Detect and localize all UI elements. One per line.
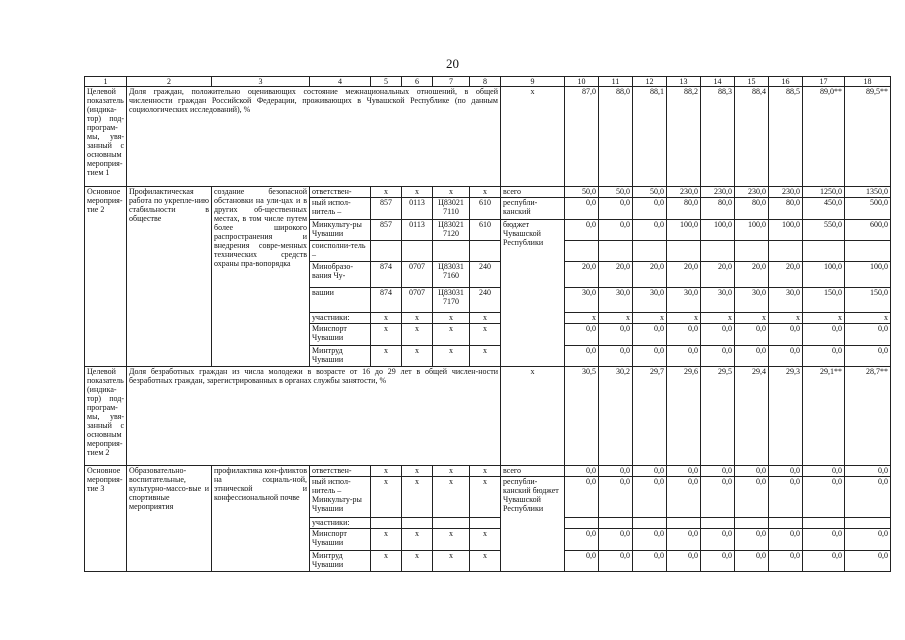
indicator-value: 30,2 bbox=[599, 367, 633, 466]
amount-cell bbox=[599, 241, 633, 262]
funding-source-cell: республи-канский bbox=[501, 198, 565, 220]
grbs-cell bbox=[371, 518, 402, 529]
expense-type-cell bbox=[470, 241, 501, 262]
section-cell: х bbox=[402, 346, 433, 367]
amount-cell: 0,0 bbox=[565, 466, 599, 477]
section-cell: х bbox=[402, 529, 433, 551]
activity-row bbox=[85, 466, 891, 477]
amount-cell: 50,0 bbox=[599, 187, 633, 198]
activity-goal: создание безопасной обстановки на ули-цах и в других об-щественных местах, в том числе путем более широкого распространения и внедрения совре-менных технических средств охраны пра-вопорядка bbox=[212, 187, 310, 367]
grbs-cell: 874 bbox=[371, 288, 402, 313]
grbs-cell: х bbox=[371, 324, 402, 346]
amount-cell: 80,0 bbox=[735, 198, 769, 220]
amount-cell: 600,0 bbox=[845, 220, 891, 241]
header-cell: 2 bbox=[127, 77, 212, 87]
amount-cell: х bbox=[701, 313, 735, 324]
executor-cell: Минспорт Чувашии bbox=[310, 529, 371, 551]
amount-cell: х bbox=[599, 313, 633, 324]
activity-label: Основное мероприя-тие 3 bbox=[85, 466, 127, 572]
amount-cell: х bbox=[633, 313, 667, 324]
amount-cell: 0,0 bbox=[599, 220, 633, 241]
amount-cell: 500,0 bbox=[845, 198, 891, 220]
target-article-cell: Ц83021 7110 bbox=[433, 198, 470, 220]
header-cell: 5 bbox=[371, 77, 402, 87]
executor-cell: ответствен- bbox=[310, 466, 371, 477]
amount-cell bbox=[701, 518, 735, 529]
amount-cell: 20,0 bbox=[633, 262, 667, 288]
section-cell: х bbox=[402, 324, 433, 346]
amount-cell: 0,0 bbox=[633, 551, 667, 572]
grbs-cell: х bbox=[371, 551, 402, 572]
target-article-cell bbox=[433, 518, 470, 529]
section-cell bbox=[402, 241, 433, 262]
amount-cell: 20,0 bbox=[667, 262, 701, 288]
page-number: 20 bbox=[446, 56, 459, 71]
amount-cell: 0,0 bbox=[769, 466, 803, 477]
grbs-cell: х bbox=[371, 346, 402, 367]
amount-cell: 30,0 bbox=[667, 288, 701, 313]
header-cell: 6 bbox=[402, 77, 433, 87]
amount-cell: 0,0 bbox=[599, 198, 633, 220]
expense-type-cell: х bbox=[470, 346, 501, 367]
section-cell: х bbox=[402, 466, 433, 477]
section-cell: х bbox=[402, 313, 433, 324]
amount-cell: 550,0 bbox=[803, 220, 845, 241]
executor-cell: соисполни-тель – bbox=[310, 241, 371, 262]
section-cell: 0707 bbox=[402, 288, 433, 313]
amount-cell: 0,0 bbox=[845, 551, 891, 572]
amount-cell: 0,0 bbox=[701, 346, 735, 367]
expense-type-cell: 610 bbox=[470, 198, 501, 220]
amount-cell: 100,0 bbox=[667, 220, 701, 241]
activity-goal: профилактика кон-фликтов на социаль-ной, этнической и конфессиональной почве bbox=[212, 466, 310, 572]
amount-cell: 0,0 bbox=[667, 466, 701, 477]
amount-cell: 0,0 bbox=[803, 529, 845, 551]
amount-cell bbox=[845, 518, 891, 529]
amount-cell: 0,0 bbox=[667, 551, 701, 572]
target-article-cell: х bbox=[433, 187, 470, 198]
section-cell: х bbox=[402, 187, 433, 198]
header-cell: 3 bbox=[212, 77, 310, 87]
executor-cell: ответствен- bbox=[310, 187, 371, 198]
amount-cell: 0,0 bbox=[769, 346, 803, 367]
section-cell: 0113 bbox=[402, 198, 433, 220]
target-article-cell: х bbox=[433, 551, 470, 572]
amount-cell: 0,0 bbox=[845, 346, 891, 367]
activity-name: Профилактическая работа по укрепле-нию стабильности в обществе bbox=[127, 187, 212, 367]
activity-name: Образовательно-воспитательные, культурно-массо-вые и спортивные мероприятия bbox=[127, 466, 212, 572]
amount-cell: 0,0 bbox=[803, 346, 845, 367]
amount-cell: х bbox=[735, 313, 769, 324]
target-article-cell: х bbox=[433, 346, 470, 367]
header-cell: 16 bbox=[769, 77, 803, 87]
amount-cell: 0,0 bbox=[803, 477, 845, 518]
amount-cell: 0,0 bbox=[845, 324, 891, 346]
amount-cell: 0,0 bbox=[633, 529, 667, 551]
indicator-text: Доля безработных граждан из числа молодежи в возрасте от 16 до 29 лет в общей числен-ности безработных граждан, зарегистрированных в органах службы занятости, % bbox=[127, 367, 501, 466]
grbs-cell: х bbox=[371, 313, 402, 324]
grbs-cell: 857 bbox=[371, 198, 402, 220]
activity-block-2 bbox=[85, 187, 891, 367]
amount-cell: 0,0 bbox=[701, 477, 735, 518]
indicator-value: 29,3 bbox=[769, 367, 803, 466]
grbs-cell: х bbox=[371, 477, 402, 518]
amount-cell: 450,0 bbox=[803, 198, 845, 220]
amount-cell: 0,0 bbox=[803, 466, 845, 477]
amount-cell: 0,0 bbox=[565, 529, 599, 551]
amount-cell bbox=[701, 241, 735, 262]
amount-cell: 0,0 bbox=[667, 529, 701, 551]
grbs-cell bbox=[371, 241, 402, 262]
amount-cell: 100,0 bbox=[845, 262, 891, 288]
indicator-block-1 bbox=[85, 87, 891, 187]
indicator-block-2 bbox=[85, 367, 891, 466]
amount-cell: 0,0 bbox=[803, 551, 845, 572]
amount-cell: 50,0 bbox=[565, 187, 599, 198]
amount-cell: 0,0 bbox=[599, 466, 633, 477]
amount-cell: 30,0 bbox=[565, 288, 599, 313]
amount-cell: 20,0 bbox=[565, 262, 599, 288]
header-cell: 8 bbox=[470, 77, 501, 87]
expense-type-cell: х bbox=[470, 324, 501, 346]
amount-cell: 30,0 bbox=[769, 288, 803, 313]
executor-cell: Минтруд Чувашии bbox=[310, 346, 371, 367]
amount-cell: 0,0 bbox=[803, 324, 845, 346]
amount-cell: 100,0 bbox=[769, 220, 803, 241]
grbs-cell: 874 bbox=[371, 262, 402, 288]
amount-cell bbox=[633, 241, 667, 262]
executor-cell: Минспорт Чувашии bbox=[310, 324, 371, 346]
amount-cell: 0,0 bbox=[735, 551, 769, 572]
amount-cell: 80,0 bbox=[769, 198, 803, 220]
amount-cell: х bbox=[565, 313, 599, 324]
amount-cell: 1350,0 bbox=[845, 187, 891, 198]
indicator-value: 29,1** bbox=[803, 367, 845, 466]
header-cell: 9 bbox=[501, 77, 565, 87]
amount-cell bbox=[803, 518, 845, 529]
amount-cell: х bbox=[845, 313, 891, 324]
header-cell: 4 bbox=[310, 77, 371, 87]
executor-cell: Минкульту-ры Чувашии bbox=[310, 220, 371, 241]
amount-cell: 0,0 bbox=[565, 477, 599, 518]
amount-cell bbox=[565, 241, 599, 262]
amount-cell bbox=[769, 241, 803, 262]
amount-cell: 0,0 bbox=[769, 324, 803, 346]
amount-cell: 0,0 bbox=[633, 324, 667, 346]
indicator-row bbox=[85, 87, 891, 187]
header-cell: 17 bbox=[803, 77, 845, 87]
indicator-value: 88,5 bbox=[769, 87, 803, 187]
activity-row bbox=[85, 187, 891, 198]
indicator-row bbox=[85, 367, 891, 466]
activity-block-3 bbox=[85, 466, 891, 572]
indicator-value: 29,4 bbox=[735, 367, 769, 466]
indicator-value: 29,5 bbox=[701, 367, 735, 466]
funding-source-cell: всего bbox=[501, 466, 565, 477]
executor-cell: ный испол-нитель – bbox=[310, 198, 371, 220]
target-article-cell: Ц83021 7120 bbox=[433, 220, 470, 241]
amount-cell: 0,0 bbox=[599, 529, 633, 551]
amount-cell: 0,0 bbox=[565, 198, 599, 220]
target-article-cell bbox=[433, 241, 470, 262]
expense-type-cell: х bbox=[470, 466, 501, 477]
amount-cell bbox=[803, 241, 845, 262]
header-cell: 15 bbox=[735, 77, 769, 87]
amount-cell: 0,0 bbox=[735, 529, 769, 551]
funding-source-cell: республи-канский бюджет Чувашской Республики bbox=[501, 477, 565, 572]
target-article-cell: Ц83031 7160 bbox=[433, 262, 470, 288]
amount-cell bbox=[565, 518, 599, 529]
indicator-value: 88,1 bbox=[633, 87, 667, 187]
header-row bbox=[85, 77, 891, 87]
program-table bbox=[84, 76, 891, 572]
amount-cell bbox=[667, 241, 701, 262]
indicator-label: Целевой показатель (индика-тор) под-програм-мы, увя-занный с основным мероприя-тием 1 bbox=[85, 87, 127, 187]
amount-cell: 0,0 bbox=[633, 198, 667, 220]
amount-cell: 80,0 bbox=[667, 198, 701, 220]
section-cell: х bbox=[402, 551, 433, 572]
amount-cell: 230,0 bbox=[769, 187, 803, 198]
amount-cell: 20,0 bbox=[769, 262, 803, 288]
indicator-value: 89,0** bbox=[803, 87, 845, 187]
amount-cell: 0,0 bbox=[565, 324, 599, 346]
section-cell: х bbox=[402, 477, 433, 518]
amount-cell: 0,0 bbox=[633, 346, 667, 367]
target-article-cell: Ц83031 7170 bbox=[433, 288, 470, 313]
expense-type-cell bbox=[470, 518, 501, 529]
amount-cell: 0,0 bbox=[701, 466, 735, 477]
amount-cell: 30,0 bbox=[701, 288, 735, 313]
amount-cell: 100,0 bbox=[735, 220, 769, 241]
amount-cell: 150,0 bbox=[845, 288, 891, 313]
grbs-cell: х bbox=[371, 529, 402, 551]
indicator-value: 29,7 bbox=[633, 367, 667, 466]
indicator-value: 88,2 bbox=[667, 87, 701, 187]
expense-type-cell: х bbox=[470, 529, 501, 551]
amount-cell: 230,0 bbox=[701, 187, 735, 198]
amount-cell: 230,0 bbox=[667, 187, 701, 198]
amount-cell: 0,0 bbox=[565, 551, 599, 572]
amount-cell: 20,0 bbox=[599, 262, 633, 288]
header-cell: 14 bbox=[701, 77, 735, 87]
indicator-value: 88,0 bbox=[599, 87, 633, 187]
header-cell: 11 bbox=[599, 77, 633, 87]
amount-cell: 0,0 bbox=[565, 346, 599, 367]
amount-cell: 0,0 bbox=[769, 529, 803, 551]
target-article-cell: х bbox=[433, 466, 470, 477]
amount-cell: 30,0 bbox=[735, 288, 769, 313]
amount-cell: 30,0 bbox=[633, 288, 667, 313]
executor-cell: ный испол-нитель – Минкульту-ры Чувашии bbox=[310, 477, 371, 518]
amount-cell: 0,0 bbox=[565, 220, 599, 241]
executor-cell: участники: bbox=[310, 518, 371, 529]
amount-cell: 0,0 bbox=[845, 477, 891, 518]
amount-cell: 0,0 bbox=[735, 466, 769, 477]
amount-cell bbox=[735, 518, 769, 529]
amount-cell: 0,0 bbox=[667, 324, 701, 346]
header-cell: 12 bbox=[633, 77, 667, 87]
indicator-value: 88,4 bbox=[735, 87, 769, 187]
funding-source-cell: всего bbox=[501, 187, 565, 198]
indicator-x: х bbox=[501, 87, 565, 187]
amount-cell: 0,0 bbox=[667, 477, 701, 518]
indicator-text: Доля граждан, положительно оценивающих состояние межнациональных отношений, в общей численности граждан Российской Федерации, проживающих в Чувашской Республике (по данным социологических исследований), % bbox=[127, 87, 501, 187]
section-cell: 0113 bbox=[402, 220, 433, 241]
amount-cell: 20,0 bbox=[701, 262, 735, 288]
amount-cell: 0,0 bbox=[845, 466, 891, 477]
amount-cell: 100,0 bbox=[803, 262, 845, 288]
indicator-x: х bbox=[501, 367, 565, 466]
amount-cell: 0,0 bbox=[599, 324, 633, 346]
amount-cell: 0,0 bbox=[845, 529, 891, 551]
grbs-cell: 857 bbox=[371, 220, 402, 241]
expense-type-cell: х bbox=[470, 477, 501, 518]
indicator-value: 30,5 bbox=[565, 367, 599, 466]
activity-label: Основное мероприя-тие 2 bbox=[85, 187, 127, 367]
header-cell: 7 bbox=[433, 77, 470, 87]
grbs-cell: х bbox=[371, 187, 402, 198]
amount-cell: 0,0 bbox=[599, 477, 633, 518]
amount-cell: х bbox=[769, 313, 803, 324]
expense-type-cell: х bbox=[470, 551, 501, 572]
funding-source-cell: бюджет Чувашской Республики bbox=[501, 220, 565, 367]
header-cell: 10 bbox=[565, 77, 599, 87]
expense-type-cell: 240 bbox=[470, 288, 501, 313]
amount-cell: 20,0 bbox=[735, 262, 769, 288]
target-article-cell: х bbox=[433, 324, 470, 346]
amount-cell: 50,0 bbox=[633, 187, 667, 198]
target-article-cell: х bbox=[433, 477, 470, 518]
amount-cell: 0,0 bbox=[769, 477, 803, 518]
amount-cell: 0,0 bbox=[633, 466, 667, 477]
amount-cell: 0,0 bbox=[701, 529, 735, 551]
header-cell: 13 bbox=[667, 77, 701, 87]
indicator-value: 88,3 bbox=[701, 87, 735, 187]
amount-cell: 0,0 bbox=[633, 220, 667, 241]
amount-cell: 0,0 bbox=[735, 346, 769, 367]
indicator-value: 89,5** bbox=[845, 87, 891, 187]
indicator-value: 29,6 bbox=[667, 367, 701, 466]
expense-type-cell: х bbox=[470, 313, 501, 324]
amount-cell: х bbox=[667, 313, 701, 324]
amount-cell: 0,0 bbox=[701, 324, 735, 346]
amount-cell bbox=[599, 518, 633, 529]
expense-type-cell: 610 bbox=[470, 220, 501, 241]
amount-cell: 30,0 bbox=[599, 288, 633, 313]
executor-cell: вашии bbox=[310, 288, 371, 313]
amount-cell bbox=[667, 518, 701, 529]
section-cell bbox=[402, 518, 433, 529]
amount-cell: 100,0 bbox=[701, 220, 735, 241]
amount-cell: 0,0 bbox=[769, 551, 803, 572]
amount-cell: 0,0 bbox=[735, 324, 769, 346]
amount-cell: 0,0 bbox=[701, 551, 735, 572]
amount-cell: 0,0 bbox=[667, 346, 701, 367]
indicator-value: 87,0 bbox=[565, 87, 599, 187]
indicator-label: Целевой показатель (индика-тор) под-програм-мы, увя-занный с основным мероприя-тием 2 bbox=[85, 367, 127, 466]
header-cell: 1 bbox=[85, 77, 127, 87]
amount-cell: х bbox=[803, 313, 845, 324]
target-article-cell: х bbox=[433, 313, 470, 324]
target-article-cell: х bbox=[433, 529, 470, 551]
grbs-cell: х bbox=[371, 466, 402, 477]
amount-cell: 80,0 bbox=[701, 198, 735, 220]
expense-type-cell: х bbox=[470, 187, 501, 198]
amount-cell bbox=[633, 518, 667, 529]
header-cell: 18 bbox=[845, 77, 891, 87]
amount-cell bbox=[845, 241, 891, 262]
executor-cell: участники: bbox=[310, 313, 371, 324]
amount-cell: 150,0 bbox=[803, 288, 845, 313]
amount-cell: 0,0 bbox=[599, 346, 633, 367]
amount-cell: 0,0 bbox=[735, 477, 769, 518]
indicator-value: 28,7** bbox=[845, 367, 891, 466]
expense-type-cell: 240 bbox=[470, 262, 501, 288]
amount-cell: 0,0 bbox=[633, 477, 667, 518]
executor-cell: Минобразо-вания Чу- bbox=[310, 262, 371, 288]
section-cell: 0707 bbox=[402, 262, 433, 288]
amount-cell: 230,0 bbox=[735, 187, 769, 198]
amount-cell bbox=[735, 241, 769, 262]
amount-cell bbox=[769, 518, 803, 529]
amount-cell: 1250,0 bbox=[803, 187, 845, 198]
amount-cell: 0,0 bbox=[599, 551, 633, 572]
executor-cell: Минтруд Чувашии bbox=[310, 551, 371, 572]
